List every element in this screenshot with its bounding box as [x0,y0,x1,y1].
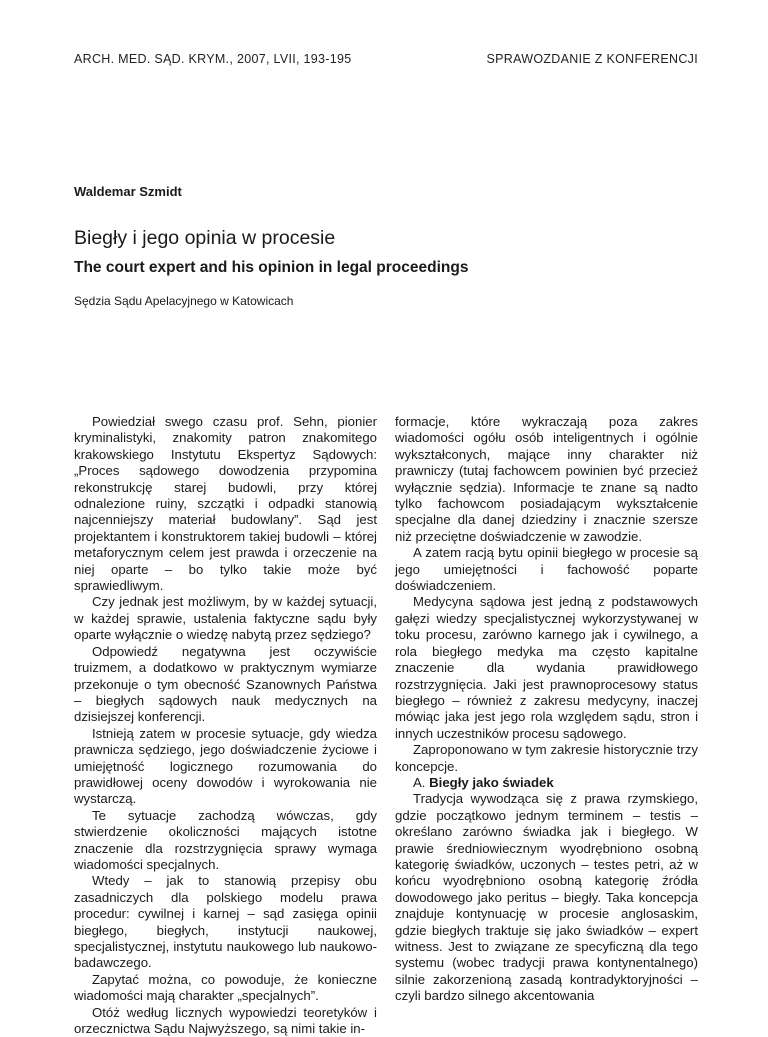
paragraph: Otóż według licznych wypowiedzi teoretyków i orzecznictwa Sądu Najwyższego, są nimi takie in- [74,1004,377,1037]
text-column-left [74,414,377,1037]
paragraph: Tradycja wywodząca się z prawa rzymskiego, gdzie początkowo jednym terminem – testis – określano zarówno świadka jak i biegłego. W prawie średniowiecznym wyodrębniono osobną kategorię świadków, uczonych – testes petri, aż w końcu wyodrębniono osobną kategorię źródła dowodowego jako peritus – biegły. Taka koncepcja znajduje kontynuację w procesie anglosaskim, gdzie biegłych traktuje się jako świadków – expert witness. Jest to związane ze specyficzną dla tego systemu (wobec tradycji prawa kontynentalnego) silnie zakorzenioną zasadą kontradyktoryjności – czyli bardzo silnego akcentowania [395,791,698,1004]
paragraph: Medycyna sądowa jest jedną z podstawowych gałęzi wiedzy specjalistycznej wykorzystywanej w toku procesu, zarówno karnego jak i cywilnego, a rola biegłego medyka ma często kapitalne znaczenie dla wydania prawidłowego rozstrzygnięcia. Jaki jest prawnoprocesowy status biegłego – również z zakresu medycyny, inaczej mówiąc jaka jest jego rola względem sądu, stron i innych uczestników procesu sądowego. [395,594,698,741]
paragraph: Wtedy – jak to stanowią przepisy obu zasadniczych dla polskiego modelu prawa procedur: cywilnej i karnej – sąd zasięga opinii biegłego, biegłych, instytucji naukowej, specjalistycznej, instytutu naukowego lub naukowo-badawczego. [74,873,377,971]
journal-citation: ARCH. MED. SĄD. KRYM., 2007, LVII, 193-195 [74,52,352,66]
section-heading-prefix: A. [413,774,430,790]
paragraph: Odpowiedź negatywna jest oczywiście truizmem, a dodatkowo w praktycznym wymiarze przekonuje o tym obecność Szanownych Państwa – biegłych sądowych nauk medycznych na dzisiejszej konferencji. [74,643,377,725]
section-label: SPRAWOZDANIE Z KONFERENCJI [486,52,698,66]
section-heading-title: Biegły jako świadek [429,774,554,790]
article-title: Biegły i jego opinia w procesie [74,227,336,249]
author-affiliation: Sędzia Sądu Apelacyjnego w Katowicach [74,294,294,308]
paragraph: Istnieją zatem w procesie sytuacje, gdy wiedza prawnicza sędziego, jego doświadczenie życiowe i umiejętność logicznego rozumowania do prawidłowej oceny dowodów i wyrokowania nie wystarczą. [74,725,377,807]
article-subtitle-english: The court expert and his opinion in legal proceedings [74,259,469,276]
running-header [74,52,698,66]
author-name: Waldemar Szmidt [74,184,182,199]
paragraph: Te sytuacje zachodzą wówczas, gdy stwierdzenie okoliczności mających istotne znaczenie dla rozstrzygnięcia sprawy wymaga wiadomości specjalnych. [74,807,377,872]
paragraph: Czy jednak jest możliwym, by w każdej sytuacji, w każdej sprawie, ustalenia faktyczne sądu były oparte wyłącznie o wiedzę nabytą przez sędziego? [74,594,377,643]
section-heading [395,775,698,791]
paragraph-continuation: formacje, które wykraczają poza zakres wiadomości ogółu osób inteligentnych i ogólnie wykształconych, mające inny charakter niż prawniczy (tutaj fachowcem powinien być przecież wyłącznie sędzia). Informacje te znane są nadto tylko fachowcom posiadającym wykształcenie specjalne dla danej dziedziny i znacznie szersze niż przeciętne doświadczenie w zawodzie. [395,414,698,544]
paragraph: Zaproponowano w tym zakresie historycznie trzy koncepcje. [395,742,698,774]
paragraph: Powiedział swego czasu prof. Sehn, pionier kryminalistyki, znakomity patron znakomitego krakowskiego Instytutu Ekspertyz Sądowych: „Proces sądowego dowodzenia przypomina rekonstrukcję starej budowli, przy której odnalezione ruiny, szczątki i odpadki stanowią najcenniejszy materiał budowlany”. Sąd jest projektantem i konstruktorem takiej budowli – której metaforycznym celem jest prawda i orzeczenie na niej oparte – bo tylko takie może być sprawiedliwym. [74,414,377,594]
paragraph: A zatem racją bytu opinii biegłego w procesie są jego umiejętności i fachowość poparte doświadczeniem. [395,545,698,594]
paragraph: Zapytać można, co powoduje, że konieczne wiadomości mają charakter „specjalnych”. [74,971,377,1004]
text-column-right [395,414,698,1005]
